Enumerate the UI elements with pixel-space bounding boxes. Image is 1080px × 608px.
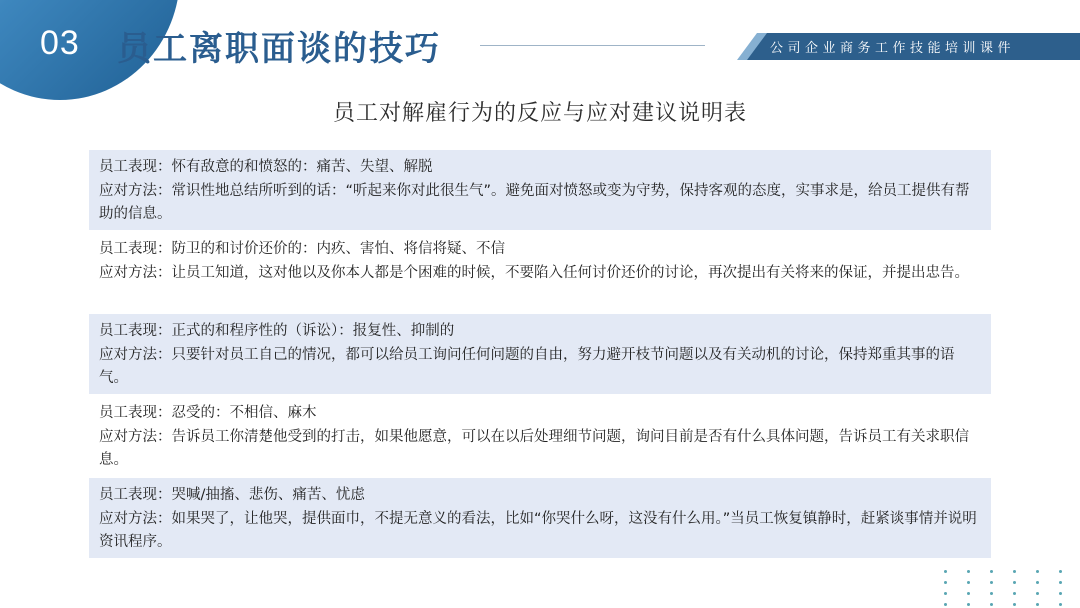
response-method: 应对方法：常识性地总结所听到的话：“听起来你对此很生气”。避免面对愤怒或变为守势，保持客观的态度，实事求是，给员工提供有帮助的信息。: [99, 182, 970, 222]
decor-dot: [944, 581, 947, 584]
page-title: 员工离职面谈的技巧: [117, 29, 441, 69]
reaction-table: [89, 150, 991, 560]
banner-text: 公司企业商务工作技能培训课件: [770, 41, 1016, 56]
employee-reaction: 员工表现：怀有敌意的和愤怒的：痛苦、失望、解脱: [99, 159, 433, 175]
decor-dot: [1013, 581, 1016, 584]
decor-dot: [1059, 592, 1062, 595]
employee-reaction: 员工表现：防卫的和讨价还价的：内疚、害怕、将信将疑、不信: [99, 241, 505, 257]
response-method: 应对方法：让员工知道，这对他以及你本人都是个困难的时候，不要陷入任何讨价还价的讨论，再次提出有关将来的保证，并提出忠告。: [99, 264, 969, 281]
decor-dot: [967, 592, 970, 595]
decor-dot: [944, 570, 947, 573]
decor-dot: [990, 581, 993, 584]
section-number: 03: [40, 24, 80, 62]
decor-dot: [990, 592, 993, 595]
decor-dot: [967, 570, 970, 573]
employee-reaction: 员工表现：哭喊/抽搐、悲伤、痛苦、忧虑: [99, 487, 365, 503]
decor-dot: [1036, 592, 1039, 595]
decor-dot: [1013, 592, 1016, 595]
table-row: [89, 314, 991, 394]
employee-reaction: 员工表现：忍受的：不相信、麻木: [99, 405, 317, 421]
decor-dot: [1059, 581, 1062, 584]
table-title: 员工对解雇行为的反应与应对建议说明表: [332, 101, 747, 126]
decor-dot: [1036, 570, 1039, 573]
decor-dot: [1036, 603, 1039, 606]
dot-grid-decoration: [940, 568, 1075, 608]
decor-dot: [990, 603, 993, 606]
table-row: [89, 150, 991, 230]
title-divider: [480, 45, 705, 46]
employee-reaction: 员工表现：正式的和程序性的（诉讼）：报复性、抑制的: [99, 323, 455, 339]
decor-dot: [990, 570, 993, 573]
decor-dot: [967, 581, 970, 584]
decor-dot: [1013, 603, 1016, 606]
decor-dot: [1059, 570, 1062, 573]
response-method: 应对方法：告诉员工你清楚他受到的打击，如果他愿意，可以在以后处理细节问题，询问目前是否有什么具体问题，告诉员工有关求职信息。: [99, 428, 969, 468]
decor-dot: [1059, 603, 1062, 606]
decor-dot: [967, 603, 970, 606]
decor-dot: [1036, 581, 1039, 584]
decor-dot: [944, 603, 947, 606]
response-method: 应对方法：如果哭了，让他哭，提供面巾，不提无意义的看法，比如“你哭什么呀，这没有什么用。”当员工恢复镇静时，赶紧谈事情并说明资讯程序。: [99, 510, 977, 550]
table-row: [89, 232, 991, 312]
table-row: [89, 396, 991, 476]
decor-dot: [1013, 570, 1016, 573]
decor-dot: [944, 592, 947, 595]
response-method: 应对方法：只要针对员工自己的情况，都可以给员工询问任何问题的自由，努力避开枝节问题以及有关动机的讨论，保持郑重其事的语气。: [99, 346, 955, 386]
table-row: [89, 478, 991, 558]
